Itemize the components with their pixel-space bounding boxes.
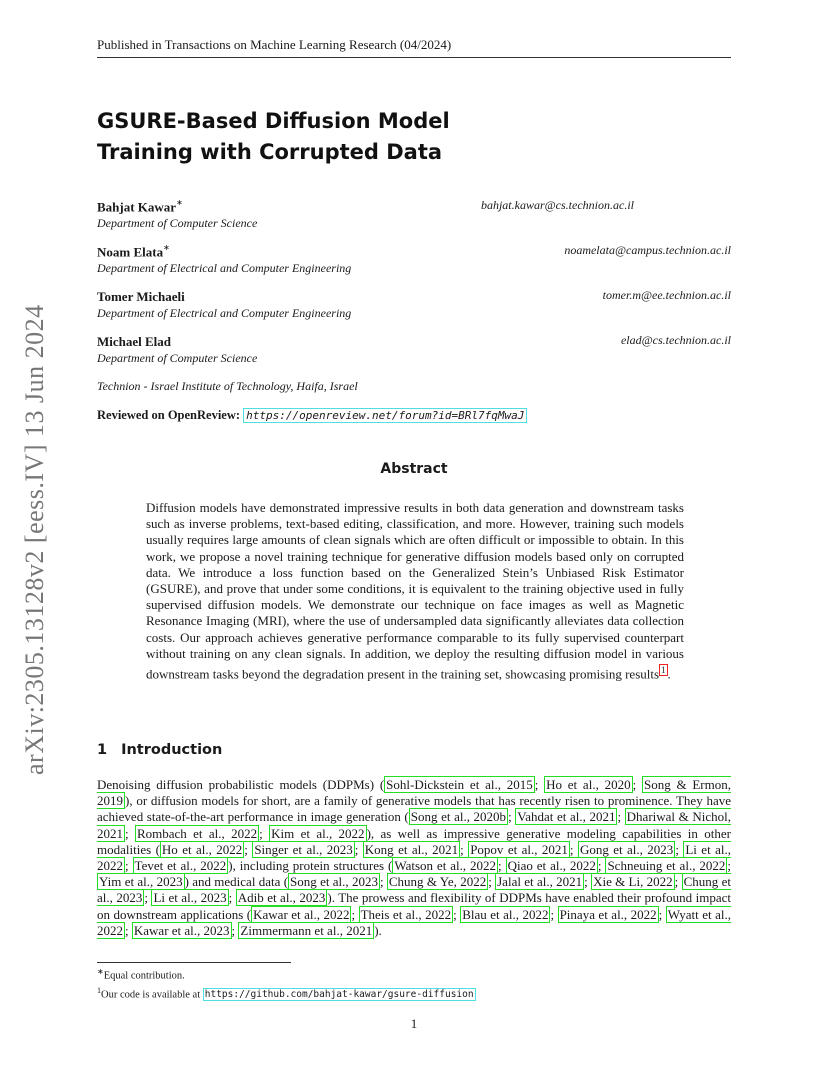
- title-line: GSURE-Based Diffusion Model: [97, 109, 450, 133]
- citation[interactable]: Singer et al., 2023: [254, 841, 353, 857]
- intro-text: ;: [460, 841, 469, 857]
- intro-text: ;: [550, 906, 558, 922]
- citation[interactable]: Popov et al., 2021: [470, 841, 568, 857]
- intro-text: ), as well as impressive generative modeling capabilities in other modalities (: [97, 825, 731, 857]
- author-email[interactable]: elad@cs.technion.ac.il: [620, 333, 731, 347]
- intro-text: ;: [231, 922, 239, 938]
- intro-text: ). The prowess and flexibility of DDPMs have enabled their profound impact on downstream applications (: [97, 890, 731, 922]
- author-block: [97, 333, 731, 363]
- citation[interactable]: Blau et al., 2022: [462, 906, 549, 922]
- footnotes: [97, 965, 476, 1002]
- intro-text: ;: [534, 777, 545, 792]
- author-dept: Department of Computer Science: [97, 216, 258, 231]
- author-name: Noam Elata: [97, 244, 164, 260]
- citation[interactable]: Ho et al., 2022: [161, 841, 243, 857]
- citation[interactable]: Pinaya et al., 2022: [559, 906, 657, 922]
- equal-contribution-mark: ∗: [176, 198, 183, 207]
- citation[interactable]: Rombach et al., 2022: [136, 825, 258, 841]
- citation[interactable]: Xie & Li, 2022: [593, 874, 673, 890]
- footnote-ref[interactable]: 1: [661, 665, 666, 676]
- intro-paragraph: [97, 777, 731, 939]
- intro-text: ;: [351, 906, 359, 922]
- intro-text: ;: [727, 858, 731, 874]
- abstract-text: Diffusion models have demonstrated impressive results in both data generation and downstream tasks such as inverse problems, text-based editing, classification, and more. However, training such models usually requires large amounts of clean signals which are often difficult or impossible to obtain. In this work, we propose a novel training technique for generative diffusion models based only on corrupted data. We introduce a loss function based on the Generalized Stein’s Unbiased Risk Estimator (GSURE), and prove that under some conditions, it is equivalent to the training objective used in fully supervised diffusion models. We demonstrate our technique on face images as well as Magnetic Resonance Imaging (MRI), where the use of undersampled data significantly alleviates data collection costs. Our approach achieves generative performance comparable to its fully supervised counterpart without training on any clean signals. In addition, we deploy the resulting diffusion model in various downstream tasks beyond the degradation present in the training set, showcasing promising results: [146, 500, 684, 682]
- citation[interactable]: Adib et al., 2023: [237, 890, 326, 906]
- citation[interactable]: Sohl-Dickstein et al., 2015: [386, 777, 533, 792]
- citation[interactable]: Theis et al., 2022: [360, 906, 452, 922]
- author-block: [97, 198, 731, 231]
- citation[interactable]: Tevet et al., 2022: [134, 858, 227, 874]
- intro-text: ), or diffusion models for short, are a family of generative models that has recently risen to prominence. They have achieved state-of-the-art performance in image generation (: [97, 793, 731, 825]
- github-link[interactable]: https://github.com/bahjat-kawar/gsure-diffusion: [204, 989, 474, 1000]
- openreview-link[interactable]: https://openreview.net/forum?id=BRl7fqMwaJ: [243, 408, 527, 423]
- author-block: [97, 288, 731, 318]
- citation[interactable]: Li et al., 2022: [97, 841, 731, 874]
- intro-text: ;: [488, 874, 496, 890]
- footnote-mark: 1: [97, 985, 101, 995]
- affiliation: Technion - Israel Institute of Technology, Haifa, Israel: [97, 379, 358, 393]
- author-name: Tomer Michaeli: [97, 289, 185, 304]
- citation[interactable]: Kawar et al., 2023: [133, 922, 230, 938]
- footnote-divider: [97, 962, 291, 963]
- section-number: 1: [97, 742, 108, 758]
- intro-text: ;: [125, 922, 132, 938]
- review-line: [97, 408, 527, 423]
- citation[interactable]: Jalal et al., 2021: [497, 874, 583, 890]
- intro-text: ), including protein structures (: [228, 858, 393, 874]
- citation[interactable]: Kong et al., 2021: [364, 841, 459, 857]
- running-header: Published in Transactions on Machine Learning Research (04/2024): [97, 37, 731, 58]
- page-number: 1: [410, 1016, 418, 1031]
- intro-text: ;: [674, 874, 682, 890]
- intro-text: ;: [354, 841, 363, 857]
- citation[interactable]: Song et al., 2020b: [410, 809, 507, 825]
- review-label: Reviewed on OpenReview:: [97, 408, 241, 422]
- author-block: [97, 243, 731, 276]
- author-name: Bahjat Kawar: [97, 199, 177, 215]
- arxiv-stamp: arXiv:2305.13128v2 [eess.IV] 13 Jun 2024: [20, 304, 49, 775]
- author-dept: Department of Electrical and Computer Engineering: [97, 261, 352, 276]
- intro-text: ;: [617, 809, 625, 825]
- intro-text: ;: [508, 809, 516, 825]
- citation[interactable]: Yim et al., 2023: [99, 874, 183, 890]
- citation[interactable]: Vahdat et al., 2021: [517, 809, 616, 825]
- intro-text: ;: [675, 841, 684, 857]
- section-heading: [97, 742, 222, 758]
- citation[interactable]: Dhariwal & Nichol, 2021: [97, 809, 731, 841]
- abstract-body: [146, 500, 684, 683]
- intro-text: ;: [632, 777, 642, 792]
- citation[interactable]: Chung & Ye, 2022: [388, 874, 487, 890]
- footnote: [97, 984, 476, 1003]
- intro-text: ;: [125, 858, 133, 874]
- citation[interactable]: Wyatt et al., 2022: [97, 906, 731, 938]
- citation[interactable]: Li et al., 2023: [153, 890, 227, 906]
- author-email[interactable]: tomer.m@ee.technion.ac.il: [602, 288, 731, 302]
- citation[interactable]: Song et al., 2023: [290, 874, 378, 890]
- citation[interactable]: Chung et al., 2023: [97, 874, 731, 906]
- intro-text: ;: [453, 906, 461, 922]
- author-dept: Department of Electrical and Computer Engineering: [97, 306, 352, 320]
- citation[interactable]: Zimmermann et al., 2021: [240, 922, 373, 938]
- citation[interactable]: Kawar et al., 2022: [253, 906, 350, 922]
- paper-title: [97, 106, 450, 168]
- author-email[interactable]: bahjat.kawar@cs.technion.ac.il: [480, 198, 634, 212]
- citation[interactable]: Schneuing et al., 2022: [607, 858, 726, 874]
- intro-text: ;: [379, 874, 387, 890]
- citation[interactable]: Song & Ermon, 2019: [97, 777, 731, 809]
- citation[interactable]: Kim et al., 2022: [271, 825, 365, 841]
- intro-text: ;: [144, 890, 152, 906]
- citation[interactable]: Watson et al., 2022: [394, 858, 497, 874]
- abstract-end: .: [667, 666, 671, 682]
- intro-text: ;: [498, 858, 506, 874]
- section-title: Introduction: [121, 742, 223, 758]
- author-email[interactable]: noamelata@campus.technion.ac.il: [564, 243, 731, 257]
- footnote: [97, 965, 476, 984]
- citation[interactable]: Qiao et al., 2022: [507, 858, 596, 874]
- intro-text: ;: [597, 858, 606, 874]
- intro-text: ;: [125, 825, 135, 841]
- author-name: Michael Elad: [97, 334, 172, 349]
- intro-text: ) and medical data (: [184, 874, 289, 890]
- intro-text: ;: [658, 906, 666, 922]
- intro-text: Denoising diffusion probabilistic models (DDPMs) (: [97, 777, 385, 792]
- footnote-mark: ∗: [97, 967, 104, 976]
- equal-contribution-mark: ∗: [163, 243, 170, 252]
- citation[interactable]: Gong et al., 2023: [579, 841, 674, 857]
- intro-text: ;: [228, 890, 236, 906]
- citation[interactable]: Ho et al., 2020: [546, 777, 631, 792]
- intro-text: ;: [259, 825, 270, 841]
- intro-text: ).: [374, 922, 382, 938]
- footnote-text: Our code is available at: [101, 989, 203, 1000]
- footnote-text: Equal contribution.: [103, 970, 185, 982]
- intro-text: ;: [584, 874, 592, 890]
- abstract-heading: Abstract: [380, 461, 448, 477]
- intro-text: ;: [569, 841, 578, 857]
- author-dept: Department of Computer Science: [97, 351, 258, 365]
- intro-text: ;: [244, 841, 253, 857]
- title-line: Training with Corrupted Data: [97, 140, 443, 164]
